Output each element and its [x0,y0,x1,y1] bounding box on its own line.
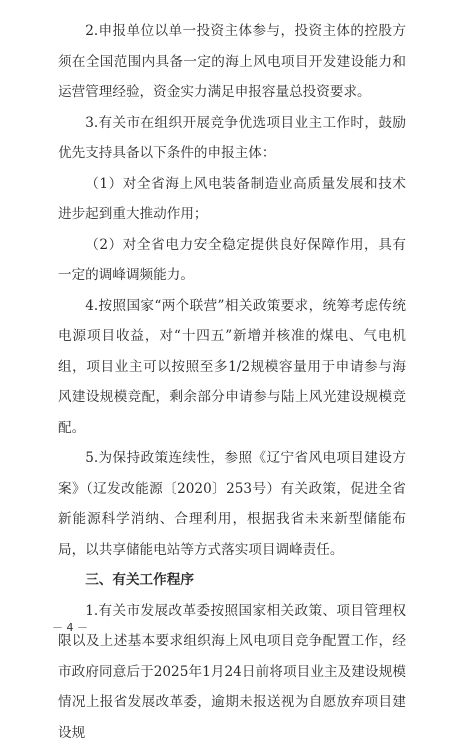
paragraph-procedure-1: 1.有关市发展改革委按照国家相关政策、项目管理权限以及上述基本要求组织海上风电项目竞争配置工作，经市政府同意后于2025年1月24日前将项目业主及建设规模情况上报省发展改革委，逾期未报送视为自愿放弃项目建设规 [58,596,406,748]
paragraph-5-policy-continuity: 5.为保持政策连续性，参照《辽宁省风电项目建设方案》（辽发改能源〔2020〕253号）有关政策，促进全省新能源科学消纳、合理利用，根据我省未来新型储能布局，以共享储能电站等方式落实项目调峰责任。 [58,443,406,565]
paragraph-3-priority: 3.有关市在组织开展竞争优选项目业主工作时，鼓励优先支持具备以下条件的申报主体： [58,108,406,169]
paragraph-3-1-manufacturing: （1）对全省海上风电装备制造业高质量发展和技术进步起到重大推动作用； [58,169,406,230]
page-number: － 4 － [52,619,88,635]
paragraph-4-joint-operation: 4.按照国家“两个联营”相关政策要求，统筹考虑传统电源项目收益，对“十四五”新增并核准的煤电、气电机组，项目业主可以按照至多1/2规模容量用于申请参与海风建设规模竞配，剩余部分申请参与陆上风光建设规模竞配。 [58,291,406,444]
paragraph-3-2-power-safety: （2）对全省电力安全稳定提供良好保障作用，具有一定的调峰调频能力。 [58,230,406,291]
paragraph-2-applicant: 2.申报单位以单一投资主体参与，投资主体的控股方须在全国范围内具备一定的海上风电项目开发建设能力和运营管理经验，资金实力满足申报容量总投资要求。 [58,0,406,108]
section-heading-procedure: 三、有关工作程序 [58,565,406,596]
